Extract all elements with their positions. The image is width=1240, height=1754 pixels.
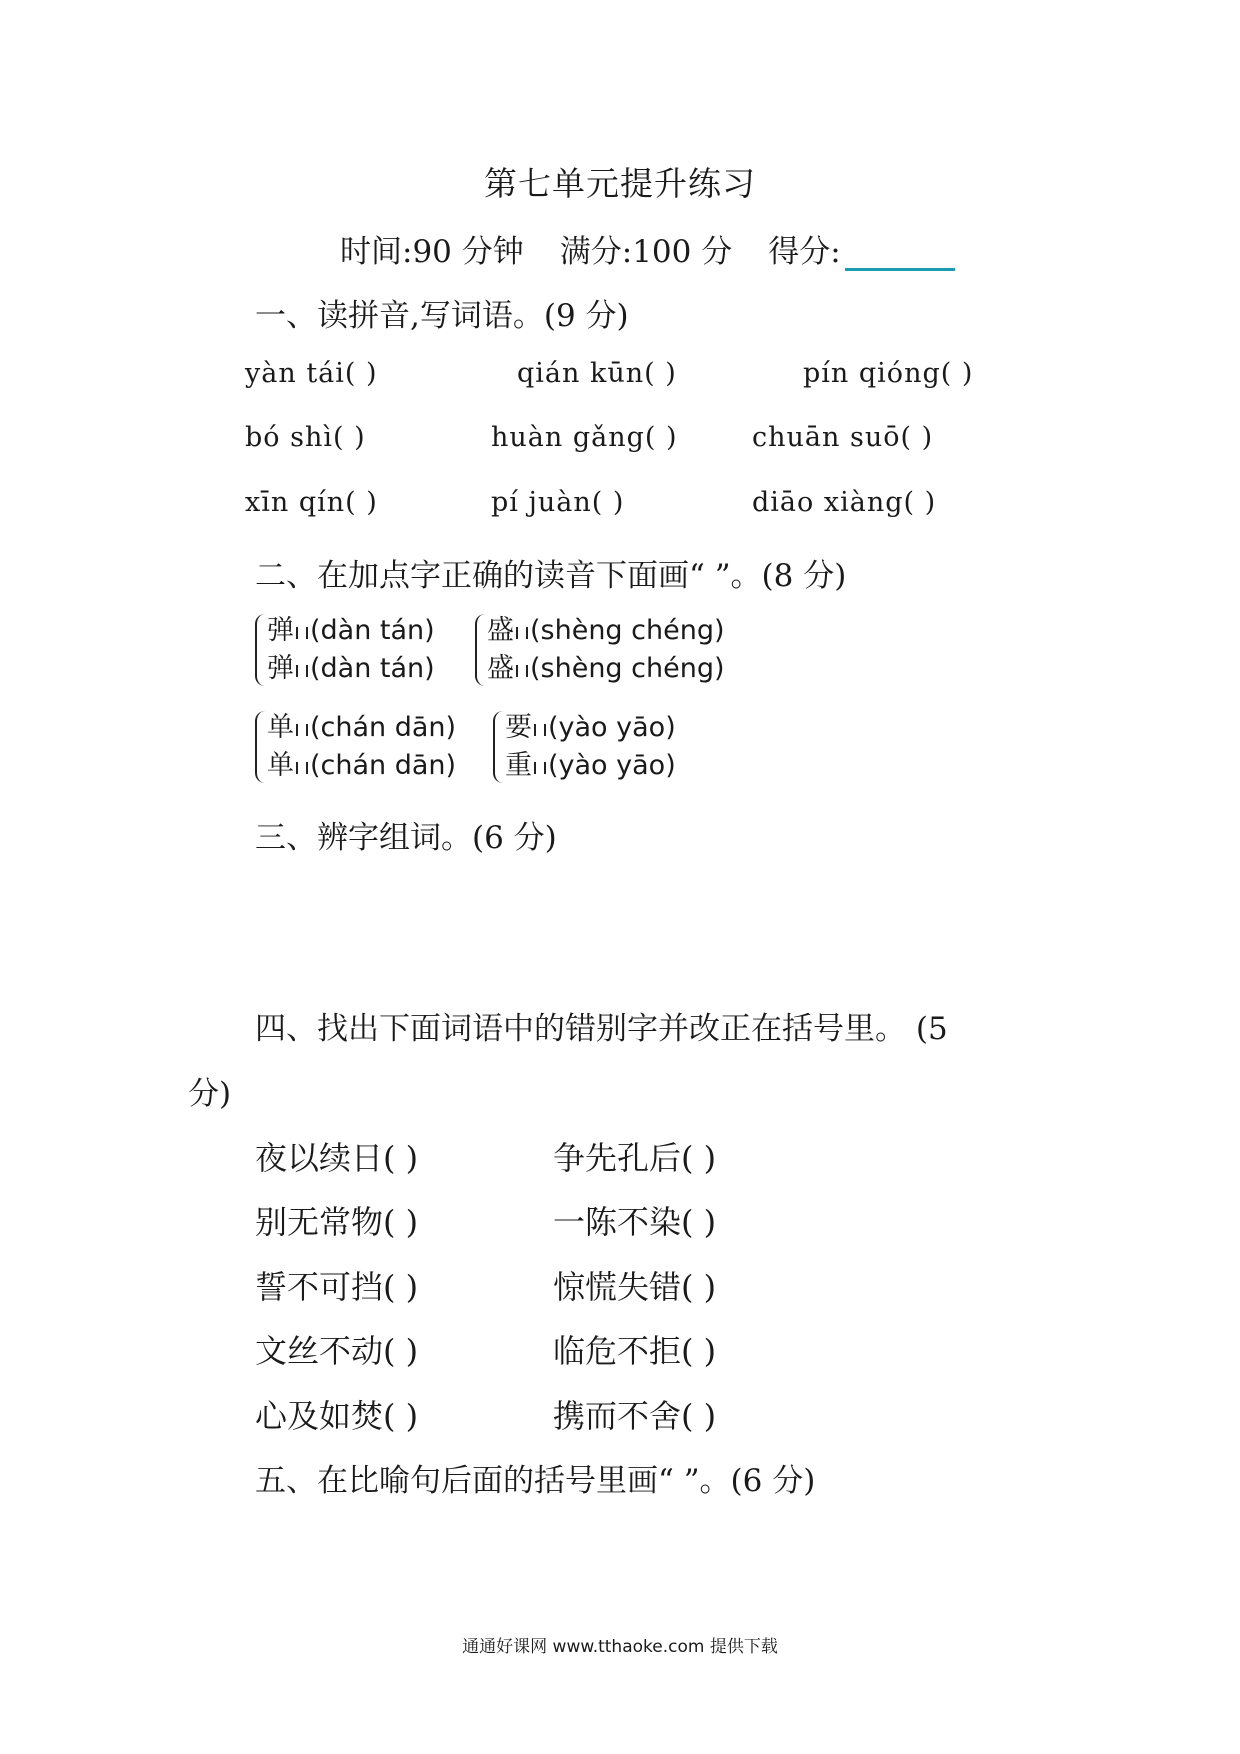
section-2-heading: 二、在加点字正确的读音下面画“ ”。(8 分)	[255, 558, 847, 594]
pinyin-item[interactable]: pín qióng( )	[803, 358, 974, 389]
idiom-item[interactable]: 争先孔后( )	[553, 1139, 717, 1177]
section-4-heading: 四、找出下面词语中的错别字并改正在括号里。 (5	[255, 1011, 948, 1047]
score-blank[interactable]	[845, 238, 955, 271]
exam-meta	[340, 226, 955, 271]
footer-source: 通通好课网 www.tthaoke.com 提供下载	[462, 1637, 778, 1657]
reading-row[interactable]: 弹 (dàn tán)	[267, 615, 435, 646]
brace-icon	[255, 711, 267, 783]
pinyin-item[interactable]: bó shì( )	[245, 422, 366, 453]
reading-row[interactable]: 盛 (shèng chéng)	[487, 653, 725, 684]
brace-icon	[493, 711, 505, 783]
idiom-item[interactable]: 夜以续日( )	[255, 1139, 419, 1177]
section-5-heading: 五、在比喻句后面的括号里画“ ”。(6 分)	[255, 1463, 816, 1499]
pinyin-item[interactable]: yàn tái( )	[245, 358, 378, 389]
reading-row[interactable]: 要 (yào yāo)	[505, 712, 676, 743]
idiom-item[interactable]: 心及如焚( )	[255, 1397, 419, 1435]
pinyin-item[interactable]: huàn gǎng( )	[491, 422, 678, 453]
reading-group	[255, 709, 456, 785]
pinyin-item[interactable]: diāo xiàng( )	[752, 487, 937, 518]
idiom-item[interactable]: 一陈不染( )	[553, 1203, 717, 1241]
pinyin-item[interactable]: chuān suō( )	[752, 422, 934, 453]
pinyin-item[interactable]: pí juàn( )	[491, 487, 625, 518]
idiom-item[interactable]: 惊慌失错( )	[553, 1268, 717, 1306]
time-label: 时间:90 分钟	[340, 234, 524, 270]
idiom-item[interactable]: 临危不拒( )	[553, 1332, 717, 1370]
reading-row[interactable]: 单 (chán dān)	[267, 750, 457, 781]
idiom-item[interactable]: 誓不可挡( )	[255, 1268, 419, 1306]
section-1-heading: 一、读拼音,写词语。(9 分)	[255, 298, 629, 334]
reading-row[interactable]: 弹 (dàn tán)	[267, 653, 435, 684]
idiom-item[interactable]: 文丝不动( )	[255, 1332, 419, 1370]
brace-icon	[475, 614, 487, 686]
full-score-label: 满分:100 分	[559, 234, 733, 270]
score-label: 得分:	[768, 234, 841, 270]
pinyin-item[interactable]: xīn qín( )	[245, 487, 378, 518]
idiom-item[interactable]: 携而不舍( )	[553, 1397, 717, 1435]
reading-row[interactable]: 重 (yào yāo)	[505, 750, 676, 781]
brace-icon	[255, 614, 267, 686]
reading-group	[255, 612, 435, 688]
pinyin-item[interactable]: qián kūn( )	[517, 358, 677, 389]
reading-group	[475, 612, 725, 688]
page-title: 第七单元提升练习	[484, 164, 756, 203]
reading-row[interactable]: 盛 (shèng chéng)	[487, 615, 725, 646]
reading-row[interactable]: 单 (chán dān)	[267, 712, 457, 743]
section-3-heading: 三、辨字组词。(6 分)	[255, 820, 557, 856]
section-4-heading-cont: 分)	[188, 1076, 232, 1112]
idiom-item[interactable]: 别无常物( )	[255, 1203, 419, 1241]
reading-group	[493, 709, 676, 785]
